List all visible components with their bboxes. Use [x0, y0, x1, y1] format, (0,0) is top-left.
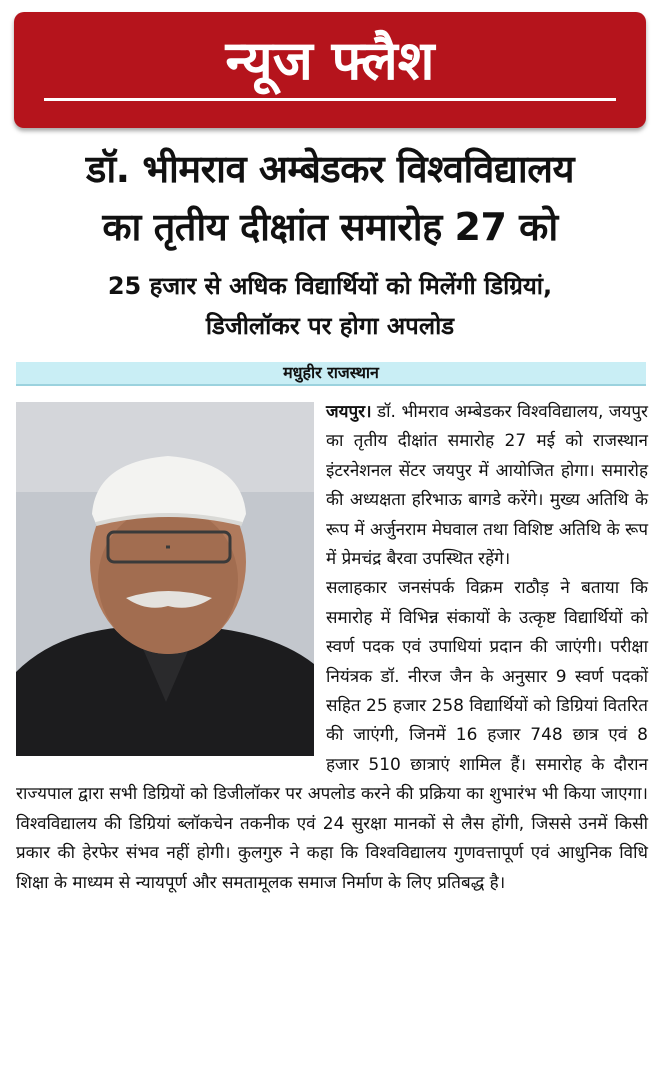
headline-line-1: डॉ. भीमराव अम्बेडकर विश्वविद्यालय — [85, 147, 575, 191]
article-paragraph-2: सलाहकार जनसंपर्क विक्रम राठौड़ ने बताया कि समारोह में विभिन्न संकायों के उत्कृष्ट विद्यार्थियों को स्वर्ण पदक एवं उपाधियां प्रदान की जाएंगी। परीक्षा नियंत्रक डॉ. नीरज जैन के अनुसार 9 स्वर्ण पदकों सहित 25 हजार 258 विद्यार्थियों को डिग्रियां वितरित की जाएंगी, जिनमें 16 हजार 748 छात्र एवं 8 हजार 510 छात्राएं शामिल हैं। समारोह के दौरान राज्यपाल द्वारा सभी डिग्रियों को डिजीलॉकर पर अपलोड करने की प्रक्रिया का शुभारंभ भी किया जाएगा। विश्वविद्यालय की डिग्रियां ब्लॉकचेन तकनीक एवं 24 सुरक्षा मानकों से लैस होंगी, जिससे उनमें किसी प्रकार की हेरफेर संभव नहीं होगी। कुलगुरु ने कहा कि विश्वविद्यालय गुणवत्तापूर्ण एवं आधुनिक विधि शिक्षा के माध्यम से न्यायपूर्ण और समतामूलक समाज निर्माण के लिए प्रतिबद्ध है। — [16, 578, 648, 893]
subheadline-line-1: 25 हजार से अधिक विद्यार्थियों को मिलेंगी डिग्रियां, — [107, 272, 553, 300]
person-portrait-icon — [16, 402, 314, 756]
byline: मधुहीर राजस्थान — [16, 362, 646, 386]
subheadline-line-2: डिजीलॉकर पर होगा अपलोड — [205, 312, 455, 340]
paragraph-1-text: डॉ. भीमराव अम्बेडकर विश्वविद्यालय, जयपुर का तृतीय दीक्षांत समारोह 27 मई को राजस्थान इंटरनेशनल सेंटर जयपुर में आयोजित होगा। समारोह की अध्यक्षता हरिभाऊ बागडे करेंगे। मुख्य अतिथि के रूप में अर्जुनराम मेघवाल तथा विशिष्ट अतिथि के रूप में प्रेमचंद्र बैरवा उपस्थित रहेंगे। — [326, 402, 649, 570]
article-paragraph-1 — [16, 398, 648, 574]
headline-line-2: का तृतीय दीक्षांत समारोह 27 को — [102, 205, 558, 249]
news-flash-banner — [14, 12, 646, 128]
dateline: जयपुर। — [326, 402, 372, 422]
banner-underline — [44, 98, 616, 101]
banner-title: न्यूज फ्लैश — [225, 29, 435, 92]
subheadline — [10, 266, 650, 346]
article-body — [16, 398, 648, 898]
headline — [10, 140, 650, 256]
portrait-photo — [16, 402, 314, 756]
